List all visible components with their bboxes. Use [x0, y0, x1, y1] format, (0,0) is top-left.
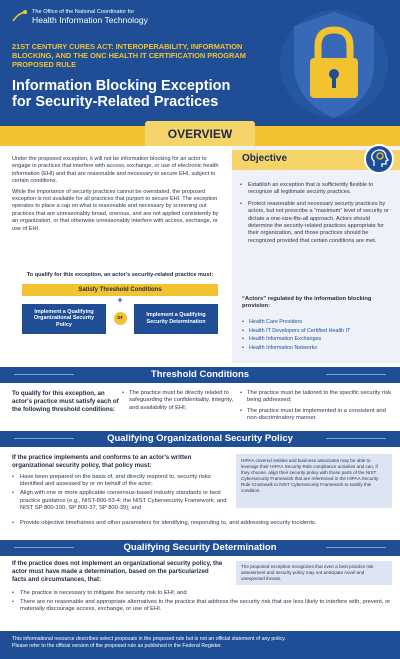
actors-list: [242, 318, 392, 352]
list-item: • There are no reasonable and appropriate alternatives to the practice that address the security risk that are less likely to interfere with, prevent, or materially discourage access, exchange, or use of EHI.: [12, 599, 392, 613]
policy-list: [12, 474, 230, 514]
threshold-column-2: [240, 390, 392, 426]
list-item: • Have been prepared on the basis of, and directly respond to, security risks identified and assessed by or on behalf of the actor;: [12, 474, 230, 488]
actors-title: “Actors” regulated by the information blocking provision:: [242, 296, 372, 310]
org-line-1: The Office of the National Coordinator for: [32, 9, 135, 15]
org-line-2: Health Information Technology: [32, 14, 148, 25]
hipaa-note: HIPAA covered entities and business associates may be able to leverage their HIPAA Security Rule compliance activities and can, if they choose, align their security policy with those parts of the NIST Cybersecurity Framework that are referenced in the HIPAA Security Rule Crosswalk to NIST Cybersecurity Framework to satisfy this condition.: [236, 454, 392, 508]
overview-paragraph-1: Under the proposed exception, it will not be information blocking for an actor to engage in practices that interfere with access, exchange, or use of electronic health information (EHI) and that are reasonable and necessary to secure EHI, subject to certain conditions.: [12, 156, 219, 185]
policy-section-title: Qualifying Organizational Security Policy: [0, 431, 400, 447]
implement-determination-box: Implement a Qualifying Security Determination: [134, 304, 218, 334]
objective-heading: Objective: [242, 153, 288, 164]
list-item: • Health IT Developers of Certified Health IT: [242, 327, 392, 336]
head-gear-icon: [364, 144, 394, 174]
list-item: • The practice is necessary to mitigate the security risk to EHI; and: [12, 590, 392, 597]
header-banner: [0, 0, 400, 126]
list-item: • Health Care Providers: [242, 318, 392, 327]
list-item: • Health Information Exchanges: [242, 335, 392, 344]
footer: [0, 631, 400, 659]
threshold-column-1: [122, 390, 234, 415]
threshold-lead: To qualify for this exception, an actor's practice must satisfy each of the following threshold conditions:: [12, 390, 119, 413]
policy-last-item: • Provide objective timeframes and other parameters for identifying, responding to, and addressing security incidents.: [12, 520, 392, 527]
policy-lead: If the practice implements and conforms to an actor's written organizational security policy, that policy must:: [12, 454, 192, 469]
qualify-diagram: [22, 272, 218, 334]
list-item: • Establish an exception that is sufficiently flexible to recognize all legitimate security practices.: [240, 182, 392, 197]
footer-line-2: Please refer to the official version of the proposed rule as published in the Federal Register.: [12, 643, 222, 649]
objective-list: [240, 182, 392, 249]
determination-section-title: Qualifying Security Determination: [0, 540, 400, 556]
determination-note: The proposed exception recognizes that even a best practice risk assessment and security policy may not anticipate novel and unexpected threats.: [236, 561, 392, 585]
overview-text: [12, 156, 225, 236]
page-title: [12, 78, 262, 110]
implement-policy-box: Implement a Qualifying Organizational Security Policy: [22, 304, 106, 334]
plus-sign: +: [117, 294, 123, 305]
act-title: 21ST CENTURY CURES ACT: INTEROPERABILITY, INFORMATION BLOCKING, AND THE ONC HEALTH IT CERTIFICATION PROGRAM PROPOSED RULE: [12, 42, 246, 69]
overview-paragraph-2: While the importance of security practices cannot be overstated, the proposed exception is not available for all practices that purport to secure EHI. The exception operates to place a cap on what is reasonable and necessary by screening out practices that are unreasonably broad, onerous, and are not applied consistently by an organization, or that otherwise unreasonably interfere with access, exchange, or use of EHI.: [12, 188, 219, 232]
list-item: • Protect reasonable and necessary security practices by actors, but not prescribe a “maximum” level of security or dictate a one-size-fits-all approach. Actors should determine the security-related practices appropriate for their organization, and those practices should be recognized provided that certain conditions are met.: [240, 201, 392, 245]
list-item: • The practice must be tailored to the specific security risk being addressed;: [240, 390, 392, 405]
determination-lead: If the practice does not implement an organizational security policy, the actor must have made a determination, based on the particularized facts and circumstances, that:: [12, 560, 223, 583]
satisfy-threshold-box: Satisfy Threshold Conditions: [22, 284, 218, 296]
padlock-icon: [278, 4, 390, 122]
list-item: • The practice must be directly related to safeguarding the confidentiality, integrity, and availability of EHI;: [122, 390, 234, 412]
list-item: • Health Information Networks: [242, 344, 392, 353]
objective-panel: [232, 146, 400, 363]
footer-line-1: This informational resource describes select proposals in the proposed rule but is not an official statement of any policy.: [12, 636, 286, 642]
objective-header: [232, 150, 400, 170]
determination-list: [12, 590, 392, 616]
onc-logo-icon: [12, 9, 28, 25]
overview-heading: OVERVIEW: [145, 121, 255, 146]
threshold-section-title: Threshold Conditions: [0, 367, 400, 383]
page-title-line-1: Information Blocking Exception: [12, 78, 231, 94]
list-item: • The practice must be implemented in a consistent and non-discriminatory manner.: [240, 408, 392, 423]
or-badge: or: [114, 312, 127, 325]
list-item: • Align with one or more applicable consensus-based industry standards or best practice guidance (e.g., NIST-800-53-4; the NIST Cybersecurity Framework; and NIST SP 800-100, SP 800-37, SP 800-39); and: [12, 490, 230, 512]
page-title-line-2: for Security-Related Practices: [12, 94, 219, 110]
qualify-title: To qualify for this exception, an actor's security-related practice must:: [26, 272, 214, 278]
onc-logo: [12, 9, 182, 25]
